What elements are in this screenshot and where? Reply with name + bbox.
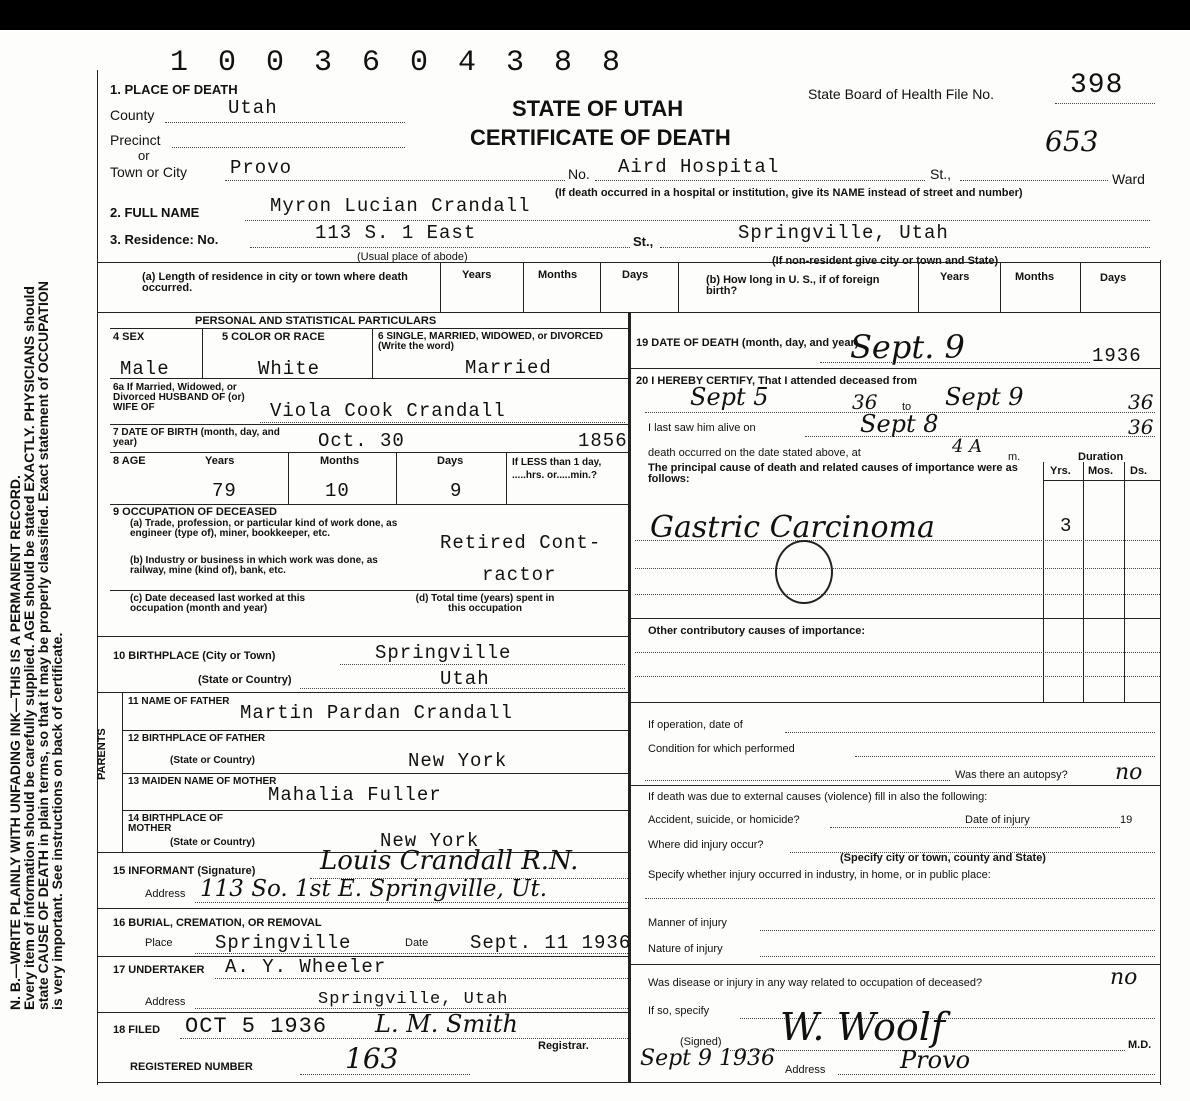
town-line — [225, 180, 565, 181]
sex-value: Male — [120, 358, 170, 380]
last-saw-year: 36 — [1128, 415, 1154, 439]
file-line — [1055, 103, 1155, 104]
undertaker-address-label: Address — [145, 996, 186, 1008]
file-label: State Board of Health File No. — [808, 86, 994, 102]
personal-heading: PERSONAL AND STATISTICAL PARTICULARS — [195, 315, 437, 327]
burial-place-label: Place — [145, 937, 173, 949]
informant-row-bottom — [97, 908, 628, 909]
column-divider — [628, 312, 631, 1082]
specify-label: Specify whether injury occurred in industry, in home, or in public place: — [648, 869, 991, 881]
full-name-label: 2. FULL NAME — [110, 205, 200, 220]
age-less-label: If LESS than 1 day, .....hrs. or.....min.? — [512, 457, 602, 481]
operation-label: If operation, date of — [648, 719, 743, 731]
autopsy-line — [645, 780, 950, 781]
occupation-value-2: ractor — [482, 564, 557, 586]
accident-label: Accident, suicide, or homicide? — [648, 814, 800, 826]
injury-date-label: Date of injury — [965, 814, 1030, 826]
where-sub: (Specify city or town, county and State) — [840, 852, 1046, 864]
birthplace-state: Utah — [440, 668, 490, 690]
length-b-label: (b) How long in U. S., if of foreign birth? — [706, 274, 880, 297]
nonres-note: (If non-resident give city or town and State) — [772, 255, 999, 267]
date-of-death-year: 1936 — [1092, 345, 1142, 367]
residence-label: 3. Residence: No. — [110, 232, 219, 247]
signed-date: Sept 9 1936 — [640, 1046, 775, 1071]
burial-label: 16 BURIAL, CREMATION, OR REMOVAL — [113, 917, 322, 929]
age-sep2 — [396, 452, 397, 504]
contributory-row-2 — [635, 676, 1160, 677]
hospital-st-label: St., — [930, 166, 952, 182]
duration-sep3 — [1124, 462, 1125, 702]
state-title: STATE OF UTAH — [512, 96, 684, 121]
cause-section-line — [628, 618, 1160, 619]
len-a-months: Months — [538, 269, 578, 281]
date-of-death-line — [820, 362, 1090, 363]
residence-city: Springville, Utah — [738, 222, 949, 244]
registered-number-label: REGISTERED NUMBER — [130, 1061, 253, 1073]
autopsy-label: Was there an autopsy? — [955, 769, 1068, 781]
last-saw-date: Sept 8 — [860, 410, 939, 438]
duration-mos: Mos. — [1088, 465, 1114, 477]
side-instructions-line1: N. B.—WRITE PLAINLY WITH UNFADING INK—THIS IS A PERMANENT RECORD. — [7, 475, 23, 1010]
file-number: 398 — [1070, 70, 1124, 101]
operation-line — [785, 732, 1155, 733]
len-b-months: Months — [1015, 271, 1055, 283]
signed-label: (Signed) — [680, 1036, 722, 1048]
spouse-value: Viola Cook Crandall — [270, 400, 506, 422]
ward-line — [960, 180, 1108, 181]
precinct-label: Precinct — [110, 132, 161, 148]
external-label: If death was due to external causes (violence) fill in also the following: — [648, 791, 988, 803]
cause-label: The principal cause of death and related causes of importance were as follows: — [648, 462, 1018, 485]
date-of-death: Sept. 9 — [850, 328, 965, 366]
age-years-label: Years — [205, 455, 235, 467]
frame-left — [97, 70, 98, 1085]
mother-bp-sub: (State or Country) — [170, 837, 255, 848]
cause-row-1 — [635, 540, 1160, 541]
father-value: Martin Pardan Crandall — [240, 702, 513, 724]
mother-label: 13 MAIDEN NAME OF MOTHER — [128, 776, 277, 787]
side-instructions-line4: is very important. See instructions on back of certificate. — [49, 632, 65, 1010]
informant-signature: Louis Crandall R.N. — [320, 846, 579, 876]
spouse-line — [260, 422, 625, 423]
occupation-b-label: (b) Industry or business in which work was done, as railway, mine (kind of), bank, etc. — [130, 555, 378, 576]
autopsy-row-bottom — [628, 785, 1160, 786]
len-a-sep3 — [600, 262, 601, 312]
age-label: 8 AGE — [113, 455, 146, 467]
town-value: Provo — [230, 157, 293, 179]
manner-label: Manner of injury — [648, 917, 727, 929]
dob-year: 1856 — [578, 430, 628, 452]
physician-signature: W. Woolf — [780, 1005, 946, 1049]
ward-label: Ward — [1112, 171, 1145, 187]
mother-row-bottom — [122, 810, 628, 811]
md-label: M.D. — [1128, 1039, 1152, 1051]
serial-number: 1 0 0 3 6 0 4 3 8 8 — [170, 46, 627, 80]
attended-from-year: 36 — [852, 390, 878, 414]
signed-address-line — [838, 1074, 1155, 1075]
registered-number: 163 — [345, 1042, 399, 1075]
signed-address-label: Address — [785, 1064, 826, 1076]
sex-sep — [202, 328, 203, 378]
side-instructions — [8, 10, 64, 1010]
race-sep — [372, 328, 373, 378]
undertaker-row-bottom — [97, 1012, 628, 1013]
undertaker-address-line — [195, 1008, 628, 1009]
where-label: Where did injury occur? — [648, 839, 764, 851]
len-a-sep4 — [678, 262, 679, 312]
age-row-bottom — [110, 504, 628, 505]
filed-date: OCT 5 1936 — [185, 1014, 328, 1039]
father-label: 11 NAME OF FATHER — [128, 696, 230, 707]
contributory-bottom — [628, 702, 1160, 703]
attended-from: Sept 5 — [690, 383, 769, 411]
birthplace-label: 10 BIRTHPLACE (City or Town) — [113, 650, 276, 662]
external-section-bottom — [628, 964, 1160, 965]
undertaker-name: A. Y. Wheeler — [225, 956, 387, 978]
burial-line — [195, 953, 628, 954]
filed-line — [180, 1038, 628, 1039]
len-b-years: Years — [940, 271, 970, 283]
full-name-line — [245, 220, 1150, 221]
age-months-label: Months — [320, 455, 360, 467]
father-row-bottom — [122, 730, 628, 731]
occupation-related-value: no — [1110, 965, 1138, 990]
registrar-signature: L. M. Smith — [375, 1010, 519, 1038]
autopsy-value: no — [1115, 760, 1143, 785]
meridiem-label: m. — [1008, 451, 1021, 463]
undertaker-line — [215, 978, 628, 979]
birthplace-row-bottom — [97, 692, 628, 693]
undertaker-label: 17 UNDERTAKER — [113, 964, 205, 976]
side-instructions-line3: state CAUSE OF DEATH in plain terms, so that it may be properly classified. Exact statement of OCCUPATION — [35, 281, 51, 1010]
duration-sep2 — [1083, 462, 1084, 702]
duration-yrs: Yrs. — [1050, 465, 1071, 477]
condition-line — [855, 756, 1155, 757]
certify-label: 20 I HEREBY CERTIFY, That I attended deceased from — [636, 375, 917, 387]
attended-to: Sept 9 — [945, 383, 1024, 411]
sex-row-bottom — [110, 378, 628, 379]
burial-date-label: Date — [405, 937, 429, 949]
sex-label: 4 SEX — [113, 331, 145, 343]
len-a-sep2 — [523, 262, 524, 312]
burial-date: Sept. 11 1936 — [470, 932, 632, 954]
informant-address-label: Address — [145, 888, 186, 900]
len-b-sep1 — [918, 262, 919, 312]
age-days-label: Days — [437, 455, 464, 467]
specify-line-1 — [645, 898, 1155, 899]
len-b-sep3 — [1080, 262, 1081, 312]
len-a-days: Days — [622, 269, 649, 281]
side-instructions-line2: Every item of information should be carefully supplied. AGE should be stated EXACTLY. PHYSICIANS should — [21, 286, 37, 1010]
residence-street-line — [250, 247, 630, 248]
if-so-label: If so, specify — [648, 1005, 710, 1017]
duration-header-line — [1043, 480, 1160, 481]
marital-label: 6 SINGLE, MARRIED, WIDOWED, or DIVORCED (Write the word) — [378, 331, 604, 352]
informant-address: 113 So. 1st E. Springville, Ut. — [200, 876, 548, 902]
age-days-value: 9 — [450, 480, 463, 502]
injury-year-prefix: 19 — [1120, 814, 1133, 826]
frame-right — [1160, 260, 1161, 1085]
precinct-line — [172, 147, 405, 148]
county-line — [165, 122, 405, 123]
birthplace-state-label: (State or Country) — [198, 674, 292, 686]
cause-years: 3 — [1060, 515, 1073, 537]
birthplace-city-line — [340, 664, 625, 665]
scan-top-border — [0, 0, 1190, 30]
last-saw-label: I last saw him alive on — [648, 422, 756, 434]
full-name-value: Myron Lucian Crandall — [270, 195, 531, 217]
personal-heading-line — [110, 328, 628, 329]
physician-stamp — [775, 540, 833, 604]
occupation-a-label: (a) Trade, profession, or particular kind of work done, as engineer (type of), miner, bookkeeper, etc. — [130, 518, 398, 539]
hospital-line — [595, 180, 925, 181]
attended-to-label: to — [902, 401, 912, 413]
mother-value: Mahalia Fuller — [268, 784, 442, 806]
signed-address: Provo — [900, 1046, 971, 1074]
len-a-years: Years — [462, 269, 492, 281]
date-of-death-label: 19 DATE OF DEATH (month, day, and year) — [636, 337, 859, 349]
len-a-sep1 — [440, 262, 441, 312]
parents-sep — [122, 692, 123, 852]
race-label: 5 COLOR OR RACE — [222, 331, 325, 343]
accident-line — [830, 827, 1120, 828]
hospital-no-label: No. — [568, 166, 590, 182]
age-sep1 — [288, 452, 289, 504]
father-bp-value: New York — [408, 750, 508, 772]
spouse-label: 6a If Married, Widowed, or Divorced HUSBAND OF (or) WIFE OF — [113, 382, 245, 413]
birthplace-state-line — [300, 688, 625, 689]
marital-value: Married — [465, 357, 552, 379]
manner-line — [760, 930, 1155, 931]
cause-row-2 — [635, 568, 1160, 569]
age-years-value: 79 — [212, 480, 237, 502]
birthplace-city: Springville — [375, 642, 512, 664]
death-date-row-bottom — [628, 368, 1160, 369]
dob-value: Oct. 30 — [318, 430, 405, 452]
occupation-label: 9 OCCUPATION OF DECEASED — [113, 506, 277, 518]
mother-bp-label: 14 BIRTHPLACE OF MOTHER — [128, 813, 224, 834]
town-label: Town or City — [110, 164, 188, 180]
hospital-note: (If death occurred in a hospital or institution, give its NAME instead of street and number) — [555, 187, 1023, 199]
father-bp-label: 12 BIRTHPLACE OF FATHER — [128, 733, 266, 744]
county-value: Utah — [228, 97, 278, 119]
father-bp-row-bottom — [122, 773, 628, 774]
duration-label: Duration — [1078, 451, 1124, 463]
occupation-related-label: Was disease or injury in any way related to occupation of deceased? — [648, 977, 983, 989]
burial-place: Springville — [215, 932, 352, 954]
nature-label: Nature of injury — [648, 943, 723, 955]
registrar-label: Registrar. — [538, 1040, 589, 1052]
parents-side-label: PARENTS — [96, 728, 108, 780]
residence-street: 113 S. 1 East — [315, 222, 477, 244]
occupation-row-bottom — [97, 636, 628, 637]
hour-label: death occurred on the date stated above, at — [648, 447, 861, 459]
cause-value: Gastric Carcinoma — [650, 510, 935, 545]
father-bp-sub: (State or Country) — [170, 755, 255, 766]
residence-city-line — [660, 247, 1150, 248]
len-b-days: Days — [1100, 272, 1127, 284]
age-sep3 — [506, 452, 507, 504]
occupation-d-label: (d) Total time (years) spent in this occupation — [415, 593, 555, 614]
length-a-label: (a) Length of residence in city or town where death occurred. — [142, 271, 408, 294]
undertaker-address: Springville, Utah — [318, 990, 509, 1009]
informant-address-line — [195, 902, 628, 903]
filed-label: 18 FILED — [113, 1024, 161, 1036]
hour-value: 4 A — [952, 436, 983, 457]
county-label: County — [110, 107, 155, 123]
local-number: 653 — [1045, 125, 1099, 158]
certificate-title: CERTIFICATE OF DEATH — [470, 125, 731, 150]
occupation-value-1: Retired Cont- — [440, 532, 602, 554]
nature-line — [760, 956, 1155, 957]
cause-row-3 — [635, 594, 1160, 595]
race-value: White — [258, 358, 321, 380]
residence-st-label: St., — [633, 234, 654, 249]
dob-label: 7 DATE OF BIRTH (month, day, and year) — [113, 427, 280, 448]
condition-label: Condition for which performed — [648, 743, 795, 755]
informant-label: 15 INFORMANT (Signature) — [113, 865, 256, 877]
dob-row-bottom — [110, 452, 628, 453]
duration-ds: Ds. — [1130, 465, 1148, 477]
duration-sep1 — [1043, 462, 1044, 702]
attended-to-year: 36 — [1128, 390, 1154, 414]
age-months-value: 10 — [325, 480, 350, 502]
mother-bp-value: New York — [380, 830, 480, 852]
abode-note: (Usual place of abode) — [357, 251, 468, 263]
len-b-sep2 — [1000, 262, 1001, 312]
occupation-mid-line — [110, 590, 628, 591]
hospital-value: Aird Hospital — [618, 156, 780, 178]
place-heading: 1. PLACE OF DEATH — [110, 82, 238, 97]
or-label: or — [138, 148, 150, 163]
spouse-row-bottom — [110, 424, 628, 425]
registered-line — [300, 1074, 470, 1075]
contributory-row-1 — [635, 652, 1160, 653]
frame-bottom — [97, 1082, 1160, 1083]
occupation-c-label: (c) Date deceased last worked at this occupation (month and year) — [130, 593, 306, 614]
contributory-label: Other contributory causes of importance: — [648, 625, 865, 637]
